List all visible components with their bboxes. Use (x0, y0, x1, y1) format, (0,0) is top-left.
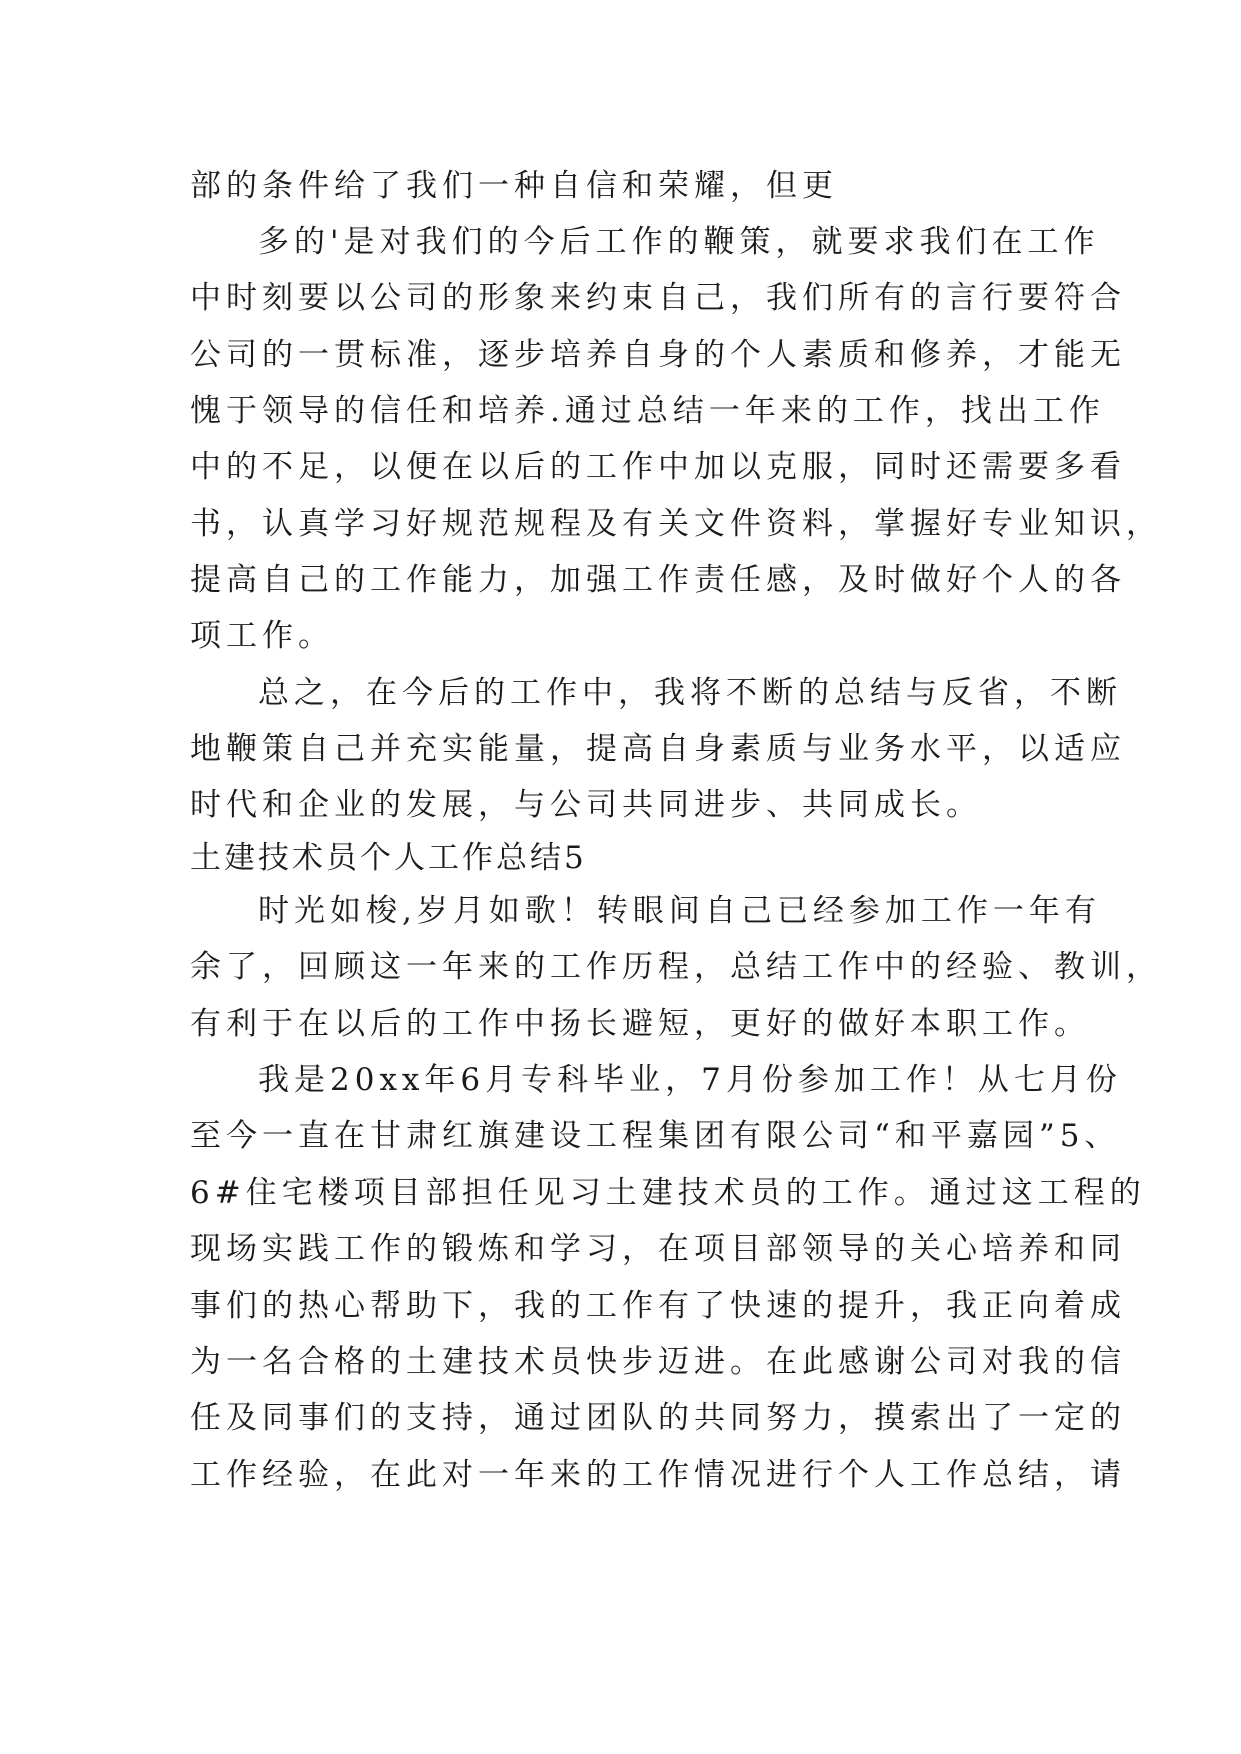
text-line: 现场实践工作的锻炼和学习，在项目部领导的关心培养和同 (190, 1231, 1126, 1267)
text-line: 6#住宅楼项目部担任见习土建技术员的工作。通过这工程的 (190, 1175, 1146, 1211)
text-line: 项工作。 (190, 618, 334, 654)
text-line: 至今一直在甘肃红旗建设工程集团有限公司“和平嘉园”5、 (190, 1118, 1121, 1154)
text-line: 任及同事们的支持，通过团队的共同努力，摸索出了一定的 (190, 1400, 1126, 1436)
text-line: 中的不足，以便在以后的工作中加以克服，同时还需要多看 (190, 449, 1126, 485)
text-line: 提高自己的工作能力，加强工作责任感，及时做好个人的各 (190, 562, 1126, 598)
text-line: 余了，回顾这一年来的工作历程，总结工作中的经验、教训， (190, 949, 1162, 985)
text-line: 书，认真学习好规范规程及有关文件资料，掌握好专业知识， (190, 506, 1162, 542)
text-line: 工作经验，在此对一年来的工作情况进行个人工作总结，请 (190, 1457, 1126, 1493)
paragraph-first-line: 时光如梭,岁月如歌！转眼间自己已经参加工作一年有 (258, 893, 1101, 929)
paragraph-first-line: 总之，在今后的工作中，我将不断的总结与反省，不断 (258, 675, 1122, 711)
text-line: 公司的一贯标准，逐步培养自身的个人素质和修养，才能无 (190, 337, 1126, 373)
text-line: 事们的热心帮助下，我的工作有了快速的提升，我正向着成 (190, 1288, 1126, 1324)
paragraph-first-line: 多的'是对我们的今后工作的鞭策，就要求我们在工作 (258, 224, 1100, 260)
text-line: 为一名合格的土建技术员快步迈进。在此感谢公司对我的信 (190, 1344, 1126, 1380)
text-line: 有利于在以后的工作中扬长避短，更好的做好本职工作。 (190, 1006, 1090, 1042)
section-heading: 土建技术员个人工作总结5 (190, 840, 587, 876)
text-line: 部的条件给了我们一种自信和荣耀，但更 (190, 168, 838, 204)
text-line: 中时刻要以公司的形象来约束自己，我们所有的言行要符合 (190, 280, 1126, 316)
text-line: 愧于领导的信任和培养.通过总结一年来的工作，找出工作 (190, 393, 1105, 429)
text-line: 地鞭策自己并充实能量，提高自身素质与业务水平，以适应 (190, 731, 1126, 767)
text-line: 时代和企业的发展，与公司共同进步、共同成长。 (190, 787, 982, 823)
paragraph-first-line: 我是20xx年6月专科毕业，7月份参加工作！从七月份 (258, 1062, 1122, 1098)
